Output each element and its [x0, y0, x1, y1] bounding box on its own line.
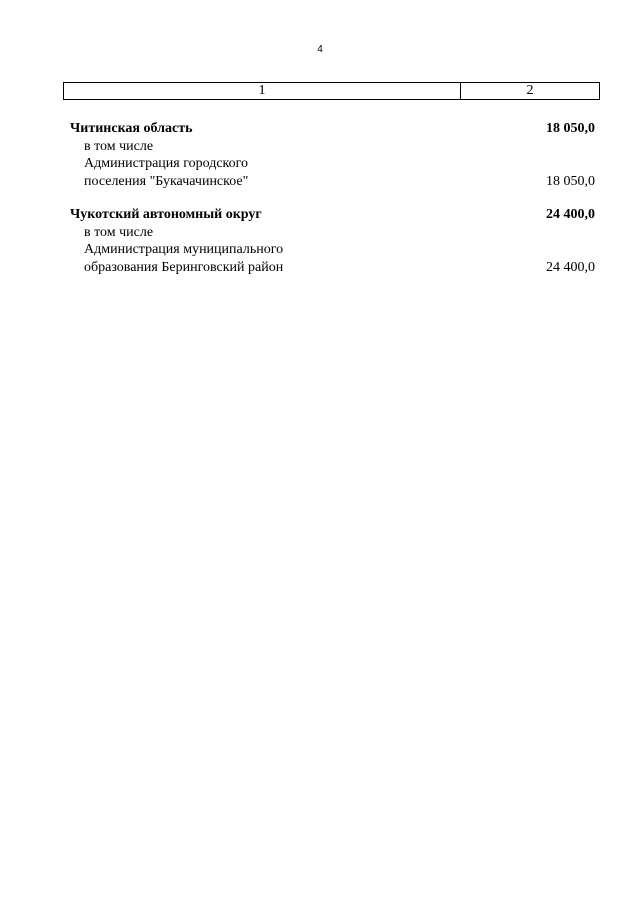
administration-row [70, 173, 595, 191]
administration-name-line1: Администрация муниципального [84, 242, 284, 257]
region-name: Чукотский автономный округ [70, 207, 262, 222]
including-row [70, 224, 595, 242]
administration-name-line1: Администрация городского [84, 156, 249, 171]
administration-row [70, 259, 595, 277]
region-row [70, 120, 595, 138]
region-amount: 24 400,0 [546, 207, 595, 222]
including-row [70, 138, 595, 156]
allocation-list [70, 120, 595, 292]
administration-amount: 24 400,0 [546, 259, 595, 275]
region-row [70, 206, 595, 224]
administration-amount: 18 050,0 [546, 173, 595, 189]
column-header-2: 2 [526, 83, 534, 98]
administration-row [70, 241, 595, 259]
administration-name-line2: образования Беринговский район [84, 259, 284, 275]
including-label: в том числе [84, 224, 154, 240]
region-entry [70, 206, 595, 276]
region-amount: 18 050,0 [546, 121, 595, 136]
administration-row [70, 155, 595, 173]
administration-name-line2: поселения "Букачачинское" [84, 173, 249, 189]
region-entry [70, 120, 595, 190]
column-header-1: 1 [64, 83, 461, 99]
column-header-table [63, 82, 600, 100]
page-number: 4 [317, 44, 323, 55]
region-name: Читинская область [70, 121, 193, 136]
including-label: в том числе [84, 138, 154, 154]
